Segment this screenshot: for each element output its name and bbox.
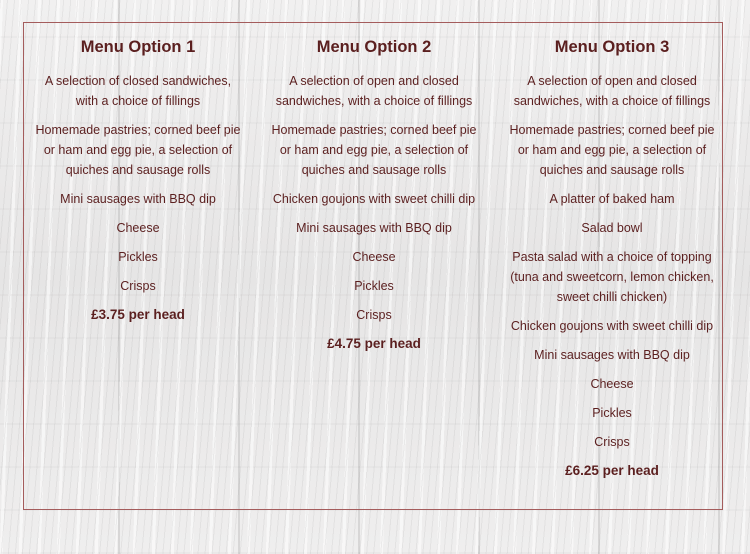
menu-item: Chicken goujons with sweet chilli dip xyxy=(272,192,476,206)
menu-item: Homemade pastries; corned beef pie or ham and egg pie, a selection of quiches and sausage rolls xyxy=(35,123,241,177)
menu-item: Cheese xyxy=(116,221,160,235)
menu-item: A selection of open and closed sandwiches, with a choice of fillings xyxy=(275,74,473,108)
menu-price: £6.25 per head xyxy=(565,463,659,478)
menu-item: Cheese xyxy=(352,250,396,264)
menu-item: Homemade pastries; corned beef pie or ham and egg pie, a selection of quiches and sausage rolls xyxy=(271,123,477,177)
menu-title: Menu Option 1 xyxy=(80,38,196,56)
menu-item: Mini sausages with BBQ dip xyxy=(534,348,690,362)
menu-item: A platter of baked ham xyxy=(549,192,675,206)
menu-item: Mini sausages with BBQ dip xyxy=(296,221,452,235)
menu-item: A selection of closed sandwiches, with a choice of fillings xyxy=(44,74,232,108)
menu-item: Crisps xyxy=(594,435,630,449)
menu-item: Pasta salad with a choice of topping (tuna and sweetcorn, lemon chicken, sweet chilli chicken) xyxy=(510,250,714,304)
menu-item: Mini sausages with BBQ dip xyxy=(60,192,216,206)
menu-item: Pickles xyxy=(354,279,394,293)
menu-price: £4.75 per head xyxy=(327,336,421,351)
menu-title: Menu Option 3 xyxy=(554,38,670,56)
menu-item: Chicken goujons with sweet chilli dip xyxy=(510,319,714,333)
menu-item: Salad bowl xyxy=(581,221,643,235)
menu-item: Crisps xyxy=(120,279,156,293)
menu-item: Pickles xyxy=(118,250,158,264)
menu-option-3 xyxy=(498,37,726,481)
menu-option-1 xyxy=(24,37,252,325)
menu-option-2 xyxy=(260,37,488,354)
menu-item: Pickles xyxy=(592,406,632,420)
menu-frame xyxy=(23,22,723,510)
menu-item: Crisps xyxy=(356,308,392,322)
menu-item: Homemade pastries; corned beef pie or ham and egg pie, a selection of quiches and sausage rolls xyxy=(509,123,715,177)
menu-item: Cheese xyxy=(590,377,634,391)
menu-item: A selection of open and closed sandwiches, with a choice of fillings xyxy=(513,74,711,108)
menu-title: Menu Option 2 xyxy=(316,38,432,56)
menu-price: £3.75 per head xyxy=(91,307,185,322)
